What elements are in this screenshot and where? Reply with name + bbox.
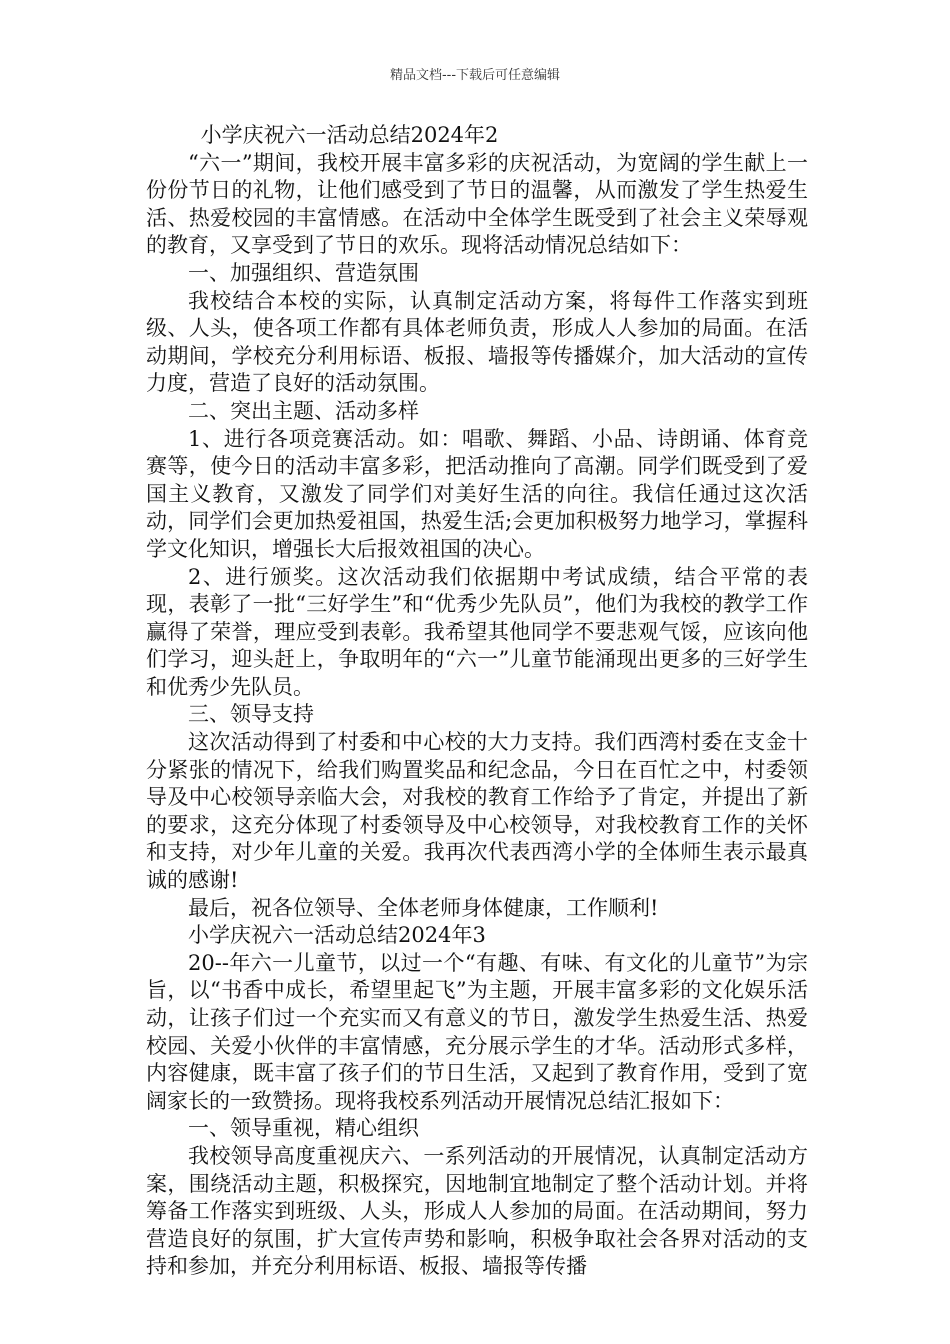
page-header: 精品文档---下载后可任意编辑	[389, 68, 561, 83]
paragraph: 我校结合本校的实际，认真制定活动方案，将每件工作落实到班级、人头，使各项工作都有具体老师负责，形成人人参加的局面。在活动期间，学校充分利用标语、板报、墙报等传播媒介，加大活动的宣传力度，营造了良好的活动氛围。	[146, 288, 808, 396]
paragraph: 2、进行颁奖。这次活动我们依据期中考试成绩，结合平常的表现，表彰了一批“三好学生”和“优秀少先队员”，他们为我校的教学工作赢得了荣誉，理应受到表彰。我希望其他同学不要悲观气馁，应该向他们学习，迎头赶上，争取明年的“六一”儿童节能涌现出更多的三好学生和优秀少先队员。	[146, 564, 808, 699]
document-title: 小学庆祝六一活动总结2024年2	[200, 123, 499, 147]
paragraph: 20--年六一儿童节，以过一个“有趣、有味、有文化的儿童节”为宗旨，以“书香中成长，希望里起飞”为主题，开展丰富多彩的文化娱乐活动，让孩子们过一个充实而又有意义的节日，激发学生热爱生活、热爱校园、关爱小伙伴的丰富情感，充分展示学生的才华。活动形式多样，内容健康，既丰富了孩子们的节日生活，又起到了教育作用，受到了宽阔家长的一致赞扬。现将我校系列活动开展情况总结汇报如下：	[146, 950, 808, 1113]
section-heading: 一、加强组织、营造氛围	[188, 260, 419, 285]
document-body	[146, 122, 808, 1281]
paragraph: 这次活动得到了村委和中心校的大力支持。我们西湾村委在支金十分紧张的情况下，给我们购置奖品和纪念品，今日在百忙之中，村委领导及中心校领导亲临大会，对我校的教育工作给予了肯定，并提出了新的要求，这充分体现了村委领导及中心校领导，对我校教育工作的关怀和支持，对少年儿童的关爱。我再次代表西湾小学的全体师生表示最真诚的感谢!	[146, 730, 808, 893]
paragraph: 1、进行各项竞赛活动。如：唱歌、舞蹈、小品、诗朗诵、体育竞赛等，使今日的活动丰富多彩，把活动推向了高潮。同学们既受到了爱国主义教育，又激发了同学们对美好生活的向往。我信任通过这次活动，同学们会更加热爱祖国，热爱生活;会更加积极努力地学习，掌握科学文化知识，增强长大后报效祖国的决心。	[146, 426, 808, 561]
section-heading: 三、领导支持	[188, 702, 314, 727]
paragraph: 最后，祝各位领导、全体老师身体健康，工作顺利!	[188, 895, 659, 920]
document-subtitle: 小学庆祝六一活动总结2024年3	[188, 923, 486, 948]
section-heading: 一、领导重视，精心组织	[188, 1116, 419, 1141]
section-heading: 二、突出主题、活动多样	[188, 398, 419, 423]
paragraph: “六一”期间，我校开展丰富多彩的庆祝活动，为宽阔的学生献上一份份节日的礼物，让他们感受到了节日的温馨，从而激发了学生热爱生活、热爱校园的丰富情感。在活动中全体学生既受到了社会主义荣辱观的教育，又享受到了节日的欢乐。现将活动情况总结如下：	[146, 150, 808, 258]
paragraph: 我校领导高度重视庆六、一系列活动的开展情况，认真制定活动方案，围绕活动主题，积极探究，因地制宜地制定了整个活动计划。并将筹备工作落实到班级、人头，形成人人参加的局面。在活动期间，努力营造良好的氛围，扩大宣传声势和影响，积极争取社会各界对活动的支持和参加，并充分利用标语、板报、墙报等传播	[146, 1143, 808, 1279]
